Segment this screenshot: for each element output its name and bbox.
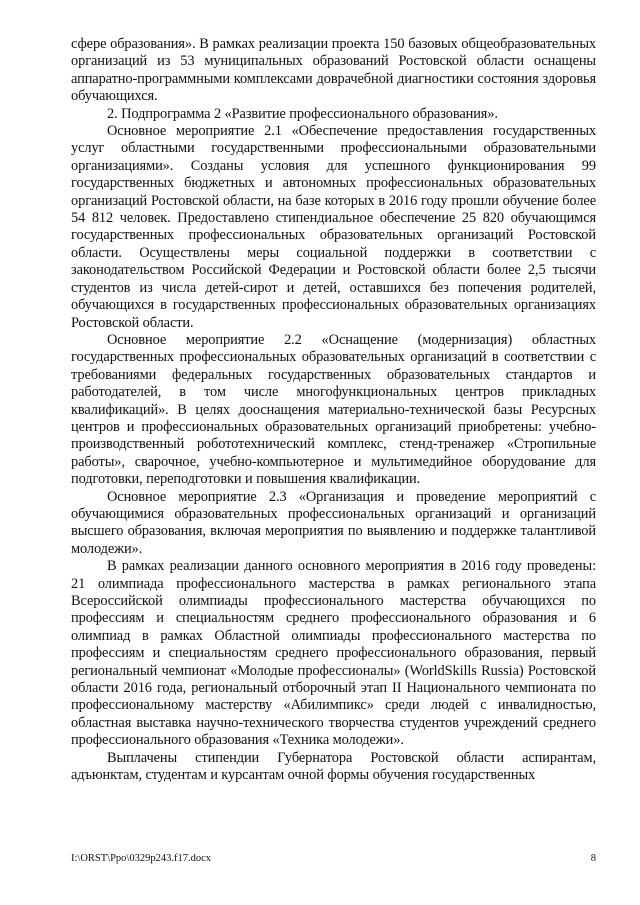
- file-path: I:\ORST\Ppo\0329p243.f17.docx: [71, 853, 212, 864]
- paragraph-5: Основное мероприятие 2.3 «Организация и проведение мероприятий с обучающимися образовательных профессиональных организаций и организаций высшего образования, включая мероприятия по выявлению и поддержке талантливой молодежи».: [71, 488, 596, 557]
- paragraph-2: 2. Подпрограмма 2 «Развитие профессионального образования».: [107, 105, 498, 122]
- paragraph-6: В рамках реализации данного основного мероприятия в 2016 году проведены: 21 олимпиада профессионального мастерства в рамках регионального этапа Всероссийской олимпиады профессионального мастерства обучающихся по профессиям и специальностям среднего профессионального образования и 6 олимпиад в рамках Областной олимпиады профессионального мастерства по профессиям и специальностям среднего профессионального образования, первый региональный чемпионат «Молодые профессионалы» (WorldSkills Russia) Ростовской области 2016 года, региональный отборочный этап II Национального чемпионата по профессиональному мастерству «Абилимпикс» среди людей с инвалидностью, областная выставка научно-технического творчества студентов учреждений среднего профессионального образования «Техника молодежи».: [71, 558, 596, 749]
- paragraph-7: Выплачены стипендии Губернатора Ростовской области аспирантам, адъюнктам, студентам и курсантам очной формы обучения государственных: [71, 749, 596, 784]
- page-number: 8: [590, 853, 596, 864]
- document-body: [71, 36, 596, 784]
- paragraph-1: сфере образования». В рамках реализации проекта 150 базовых общеобразовательных организаций из 53 муниципальных образований Ростовской области оснащены аппаратно-программными комплексами доврачебной диагностики состояния здоровья обучающихся.: [71, 36, 596, 105]
- paragraph-4: Основное мероприятие 2.2 «Оснащение (модернизация) областных государственных профессиональных образовательных организаций в соответствии с требованиями федеральных государственных образовательных стандартов и работодателей, в том числе многофункциональных центров прикладных квалификаций». В целях дооснащения материально-технической базы Ресурсных центров и профессиональных образовательных организаций приобретены: учебно-производственный робототехнический комплекс, стенд-тренажер «Стропильные работы», сварочное, учебно-компьютерное и мультимедийное оборудование для подготовки, переподготовки и повышения квалификации.: [71, 331, 596, 488]
- paragraph-3: Основное мероприятие 2.1 «Обеспечение предоставления государственных услуг областными государственными профессиональными образовательными организациями». Созданы условия для успешного функционирования 99 государственных бюджетных и автономных профессиональных образовательных организаций Ростовской области, на базе которых в 2016 году прошли обучение более 54 812 человек. Предоставлено стипендиальное обеспечение 25 820 обучающимся государственных профессиональных образовательных организаций Ростовской области. Осуществлены меры социальной поддержки в соответствии с законодательством Российской Федерации и Ростовской области более 2,5 тысячи студентов из числа детей-сирот и детей, оставшихся без попечения родителей, обучающихся в государственных профессиональных образовательных организациях Ростовской области.: [71, 123, 596, 331]
